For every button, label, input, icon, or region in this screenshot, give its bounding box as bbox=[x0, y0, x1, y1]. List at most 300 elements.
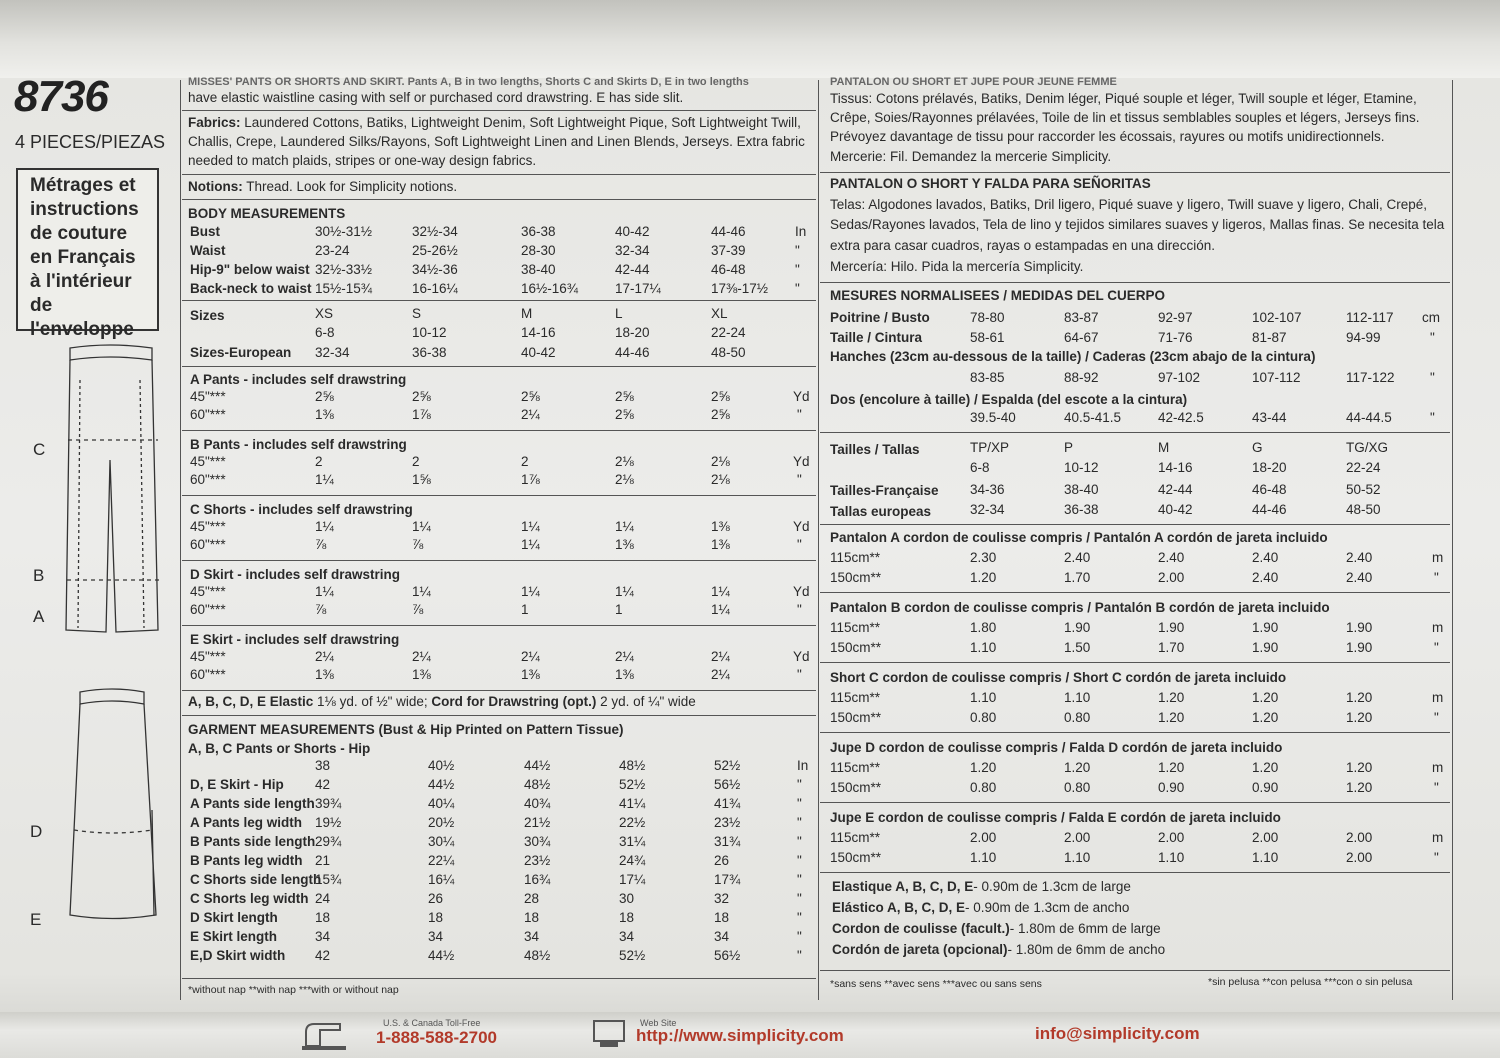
description-text: have elastic waistline casing with self or purchased cord drawstring. E has side slit. bbox=[188, 90, 684, 105]
body-row-unit: In bbox=[795, 224, 807, 239]
french-note-line: Métrages et bbox=[30, 175, 136, 196]
yardage-row-label: 45"*** bbox=[190, 584, 226, 599]
metric-yardage-row-label: 150cm** bbox=[830, 570, 882, 585]
metric-view-title: Pantalon A cordon de coulisse compris / Pantalón A cordón de jareta incluido bbox=[830, 530, 1328, 545]
metric-body-row-label: Taille / Cintura bbox=[830, 330, 923, 345]
garment-row-value: 32 bbox=[714, 891, 730, 906]
yardage-row-label: 60"*** bbox=[190, 472, 226, 487]
size-code: G bbox=[1252, 440, 1263, 455]
yardage-row-value: 2⅝ bbox=[521, 389, 540, 404]
metric-yardage-row-value: 1.90 bbox=[1252, 640, 1279, 655]
yardage-row-unit: Yd bbox=[793, 649, 810, 664]
french-instructions-box bbox=[16, 168, 159, 340]
metric-yardage-row-unit: " bbox=[1434, 570, 1439, 585]
yardage-row-value: 1¼ bbox=[412, 519, 431, 534]
body-row-value: 17⅜-17½ bbox=[711, 281, 769, 296]
yardage-row-value: 2⅛ bbox=[615, 472, 634, 487]
garment-row-value: 22½ bbox=[619, 815, 646, 830]
french-text-line: Crêpe, Soies/Rayonnes prélavées, Toile de lin et tissus semblables souples et légers, Jerseys fins. bbox=[830, 110, 1420, 125]
metric-yardage-row-value: 0.80 bbox=[1064, 780, 1091, 795]
yardage-row-value: 2⅛ bbox=[711, 472, 730, 487]
metric-yardage-row-value: 2.00 bbox=[1346, 830, 1373, 845]
yardage-row-value: 1⅜ bbox=[615, 537, 634, 552]
yardage-row-value: 2¼ bbox=[521, 407, 540, 422]
metric-yardage-row-value: 1.50 bbox=[1064, 640, 1091, 655]
metric-view-title: Jupe D cordon de coulisse compris / Falda D cordón de jareta incluido bbox=[830, 740, 1283, 755]
metric-body-row-value: 117-122 bbox=[1346, 370, 1395, 385]
metric-body-row-value: 58-61 bbox=[970, 330, 1005, 345]
elastic-text: - 1.80m de 6mm de ancho bbox=[1007, 942, 1166, 957]
yardage-row-value: 2¼ bbox=[711, 667, 730, 682]
size-code: S bbox=[412, 306, 422, 321]
metric-yardage-row-label: 115cm** bbox=[830, 620, 881, 635]
yardage-row-label: 60"*** bbox=[190, 667, 226, 682]
garment-row-unit: " bbox=[797, 948, 802, 963]
garment-row-value: 44½ bbox=[428, 777, 455, 792]
yardage-row-value: 1¼ bbox=[521, 519, 540, 534]
metric-body-row-value: 102-107 bbox=[1252, 310, 1302, 325]
elastic-text: - 0.90m de 1.3cm de large bbox=[973, 879, 1131, 894]
web-label: Web Site bbox=[640, 1018, 677, 1028]
garment-row-value: 42 bbox=[315, 948, 331, 963]
yardage-row-value: 2⅝ bbox=[711, 389, 730, 404]
garment-row-value: 34 bbox=[524, 929, 540, 944]
metric-yardage-row-label: 150cm** bbox=[830, 640, 882, 655]
metric-yardage-row-value: 2.00 bbox=[1346, 850, 1373, 865]
metric-yardage-row-value: 1.20 bbox=[1252, 760, 1279, 775]
metric-elastic-line bbox=[832, 879, 1131, 894]
yardage-row-value: 1¼ bbox=[521, 584, 540, 599]
garment-row-unit: " bbox=[797, 872, 802, 887]
french-text-line: Tissus: Cotons prélavés, Batiks, Denim léger, Piqué souple et léger, Twill souple et léger, Etamine, bbox=[830, 91, 1417, 106]
yardage-row-label: 45"*** bbox=[190, 649, 226, 664]
yardage-row-value: 1¼ bbox=[315, 472, 334, 487]
metric-yardage-row-unit: " bbox=[1434, 780, 1439, 795]
yardage-row-unit: " bbox=[797, 602, 802, 617]
section-rule bbox=[182, 690, 816, 691]
body-row-value: 38-40 bbox=[521, 262, 556, 277]
body-row-label: Bust bbox=[190, 224, 220, 239]
garment-row-value: 18 bbox=[428, 910, 444, 925]
metric-yardage-row-value: 1.10 bbox=[970, 850, 997, 865]
yardage-row-value: 1⅜ bbox=[711, 537, 730, 552]
size-number: 14-16 bbox=[521, 325, 556, 340]
garment-row-value: 16¼ bbox=[428, 872, 455, 887]
computer-icon bbox=[590, 1018, 630, 1050]
metric-yardage-row-value: 1.20 bbox=[1346, 690, 1373, 705]
garment-row-value: 48½ bbox=[619, 758, 646, 773]
garment-row-value: 28 bbox=[524, 891, 540, 906]
garment-row-value: 34 bbox=[714, 929, 730, 944]
pattern-number: 8736 bbox=[14, 72, 108, 121]
french-note-line: à l'intérieur bbox=[30, 271, 132, 292]
yardage-row-value: ⅞ bbox=[412, 537, 424, 552]
metric-yardage-row-value: 1.20 bbox=[1346, 780, 1373, 795]
view-label-b: B bbox=[33, 566, 45, 585]
garment-row-value: 56½ bbox=[714, 777, 741, 792]
metric-yardage-row-value: 2.00 bbox=[1158, 830, 1185, 845]
yardage-row-value: 1⅞ bbox=[521, 472, 540, 487]
envelope-top-flap bbox=[0, 0, 1500, 78]
body-row-label: Back-neck to waist bbox=[190, 281, 312, 296]
garment-row-value: 44½ bbox=[428, 948, 455, 963]
size-fr: 34-36 bbox=[970, 482, 1005, 497]
garment-row-value: 42 bbox=[315, 777, 331, 792]
yardage-row-value: 1⅜ bbox=[412, 667, 431, 682]
notions-line: Notions: Thread. Look for Simplicity notions. bbox=[188, 179, 458, 194]
body-row-unit: " bbox=[795, 262, 800, 277]
phone-number[interactable]: 1-888-588-2700 bbox=[376, 1028, 497, 1047]
metric-body-row-unit: cm bbox=[1422, 310, 1440, 325]
yardage-row-value: 1¼ bbox=[521, 537, 540, 552]
body-row-value: 37-39 bbox=[711, 243, 746, 258]
body-row-value: 32½-34 bbox=[412, 224, 458, 239]
garment-row-value: 39¾ bbox=[315, 796, 342, 811]
garment-row-value: 21 bbox=[315, 853, 331, 868]
size-eu: 32-34 bbox=[970, 502, 1005, 517]
garment-row-label: E,D Skirt width bbox=[190, 948, 286, 963]
section-rule bbox=[182, 560, 816, 561]
elastic-bold: Cordón de jareta (opcional) bbox=[832, 942, 1008, 957]
email-link[interactable]: info@simplicity.com bbox=[1035, 1024, 1200, 1043]
body-row-value: 16½-16¾ bbox=[521, 281, 579, 296]
metric-yardage-row-label: 115cm** bbox=[830, 690, 881, 705]
garment-row-value: 16¾ bbox=[524, 872, 551, 887]
yardage-row-label: 45"*** bbox=[190, 454, 226, 469]
spanish-footnote: *sin pelusa **con pelusa ***con o sin pelusa bbox=[1208, 976, 1413, 988]
metric-yardage-row-value: 2.00 bbox=[1252, 830, 1279, 845]
spanish-text-line: Telas: Algodones lavados, Batiks, Dril ligero, Piqué suave y ligero, Twill suave y ligero, Chali, Crepé, bbox=[830, 197, 1428, 212]
metric-body-row-value: 81-87 bbox=[1252, 330, 1287, 345]
size-code: P bbox=[1064, 440, 1074, 455]
metric-body-row-value: 64-67 bbox=[1064, 330, 1099, 345]
body-row-value: 32-34 bbox=[615, 243, 650, 258]
metric-yardage-row-value: 1.10 bbox=[1158, 850, 1185, 865]
size-number: 18-20 bbox=[1252, 460, 1287, 475]
yardage-row-value: 1 bbox=[615, 602, 623, 617]
metric-yardage-row-unit: m bbox=[1432, 620, 1444, 635]
metric-yardage-row-value: 1.10 bbox=[1252, 850, 1279, 865]
phone-label: U.S. & Canada Toll-Free bbox=[383, 1018, 481, 1028]
section-rule bbox=[820, 732, 1450, 733]
yardage-row-label: 60"*** bbox=[190, 407, 226, 422]
metric-body-row-value: 71-76 bbox=[1158, 330, 1193, 345]
metric-yardage-row-value: 1.20 bbox=[1346, 710, 1373, 725]
metric-elastic-line bbox=[832, 921, 1161, 936]
metric-yardage-row-label: 115cm** bbox=[830, 760, 881, 775]
garment-row-label: E Skirt length bbox=[190, 929, 278, 944]
metric-body-row-value: 43-44 bbox=[1252, 410, 1287, 425]
metric-yardage-row-value: 2.40 bbox=[1252, 550, 1279, 565]
yardage-row-value: 1¼ bbox=[315, 584, 334, 599]
garment-row-value: 40½ bbox=[428, 758, 455, 773]
garment-row-value: 24¾ bbox=[619, 853, 646, 868]
yardage-row-unit: " bbox=[797, 407, 802, 422]
metric-yardage-row-unit: " bbox=[1434, 640, 1439, 655]
size-number: 10-12 bbox=[412, 325, 447, 340]
yardage-row-unit: " bbox=[797, 667, 802, 682]
yardage-row-label: 45"*** bbox=[190, 389, 226, 404]
metric-yardage-row-value: 1.90 bbox=[1158, 620, 1185, 635]
yardage-row-value: 1¼ bbox=[711, 602, 730, 617]
yardage-view-title: B Pants - includes self drawstring bbox=[190, 437, 407, 452]
body-row-value: 40-42 bbox=[615, 224, 650, 239]
fabrics-line-3: needed to match plaids, stripes or one-way design fabrics. bbox=[188, 153, 537, 168]
yardage-row-value: 1¼ bbox=[412, 584, 431, 599]
yardage-row-value: 2⅝ bbox=[615, 389, 634, 404]
garment-sub-title: A, B, C Pants or Shorts - Hip bbox=[188, 741, 371, 756]
metric-body-row-unit: " bbox=[1430, 330, 1435, 345]
garment-row-value: 48½ bbox=[524, 948, 551, 963]
body-row-value: 17-17¼ bbox=[615, 281, 661, 296]
garment-row-value: 52½ bbox=[619, 777, 646, 792]
metric-yardage-row-value: 0.90 bbox=[1158, 780, 1185, 795]
section-rule bbox=[820, 872, 1450, 873]
view-label-e: E bbox=[30, 910, 42, 929]
garment-row-value: 41¼ bbox=[619, 796, 646, 811]
garment-row-value: 18 bbox=[315, 910, 331, 925]
view-label-c: C bbox=[33, 440, 46, 459]
yardage-row-value: 2¼ bbox=[711, 649, 730, 664]
garment-row-value: 48½ bbox=[524, 777, 551, 792]
size-code: TP/XP bbox=[970, 440, 1010, 455]
metric-yardage-row-value: 2.40 bbox=[1346, 570, 1373, 585]
size-eu: 44-46 bbox=[1252, 502, 1287, 517]
yardage-row-value: 1⅞ bbox=[412, 407, 431, 422]
metric-body-row-value: 92-97 bbox=[1158, 310, 1193, 325]
yardage-row-value: 2¼ bbox=[615, 649, 634, 664]
tallas-eu-label: Tallas europeas bbox=[830, 504, 932, 519]
section-rule bbox=[820, 802, 1450, 803]
body-row-value: 23-24 bbox=[315, 243, 350, 258]
section-rule bbox=[182, 495, 816, 496]
garment-row-value: 17¾ bbox=[714, 872, 741, 887]
body-measurements-title: BODY MEASUREMENTS bbox=[188, 206, 346, 221]
body-row-value: 15½-15¾ bbox=[315, 281, 373, 296]
garment-row-value: 34 bbox=[619, 929, 635, 944]
yardage-row-value: 1⅝ bbox=[412, 472, 431, 487]
body-row-value: 30½-31½ bbox=[315, 224, 373, 239]
metric-yardage-row-value: 2.40 bbox=[1346, 550, 1373, 565]
body-row-value: 34½-36 bbox=[412, 262, 458, 277]
metric-yardage-row-value: 1.90 bbox=[1252, 620, 1279, 635]
size-eu: 44-46 bbox=[615, 345, 650, 360]
yardage-row-value: 1⅜ bbox=[615, 667, 634, 682]
garment-row-unit: " bbox=[797, 910, 802, 925]
metric-view-title: Jupe E cordon de coulisse compris / Falda E cordón de jareta incluido bbox=[830, 810, 1281, 825]
body-row-unit: " bbox=[795, 243, 800, 258]
french-footnote: *sans sens **avec sens ***avec ou sans sens bbox=[830, 978, 1042, 990]
garment-row-value: 52½ bbox=[619, 948, 646, 963]
metric-body-row-unit: " bbox=[1430, 370, 1435, 385]
garment-row-label: B Pants leg width bbox=[190, 853, 303, 868]
metric-yardage-row-unit: m bbox=[1432, 830, 1444, 845]
section-rule bbox=[182, 430, 816, 431]
left-column-rule bbox=[180, 80, 181, 1000]
metric-view-title: Short C cordon de coulisse compris / Short C cordón de jareta incluido bbox=[830, 670, 1287, 685]
sizes-label: Sizes bbox=[190, 308, 225, 323]
metric-yardage-row-label: 115cm** bbox=[830, 550, 881, 565]
yardage-row-unit: Yd bbox=[793, 584, 810, 599]
metric-yardage-row-label: 115cm** bbox=[830, 830, 881, 845]
garment-row-value: 17¼ bbox=[619, 872, 646, 887]
yardage-row-label: 45"*** bbox=[190, 519, 226, 534]
garment-row-value: 38 bbox=[315, 758, 331, 773]
garment-row-value: 34 bbox=[428, 929, 444, 944]
website-link[interactable]: http://www.simplicity.com bbox=[636, 1026, 844, 1045]
garment-row-label: B Pants side length bbox=[190, 834, 316, 849]
tailles-label: Tailles / Tallas bbox=[830, 442, 920, 457]
metric-body-row-value: 78-80 bbox=[970, 310, 1005, 325]
description-title: MISSES' PANTS OR SHORTS AND SKIRT. Pants A, B in two lengths, Shorts C and Skirts D, E in two lengths bbox=[188, 76, 749, 88]
french-text-line: Prévoyez davantage de tissu pour raccorder les écossais, rayures ou motifs unidirectionnels. bbox=[830, 129, 1385, 144]
metric-elastic-line bbox=[832, 942, 1165, 957]
yardage-row-value: 2⅝ bbox=[615, 407, 634, 422]
hips-label: Hanches (23cm au-dessous de la taille) / Caderas (23cm abajo de la cintura) bbox=[830, 349, 1316, 364]
garment-row-value: 30¾ bbox=[524, 834, 551, 849]
metric-yardage-row-value: 1.90 bbox=[1346, 620, 1373, 635]
garment-row-value: 23½ bbox=[524, 853, 551, 868]
metric-yardage-row-value: 0.90 bbox=[1252, 780, 1279, 795]
center-column-rule bbox=[818, 80, 819, 1000]
garment-row-value: 40¼ bbox=[428, 796, 455, 811]
garment-row-value: 21½ bbox=[524, 815, 551, 830]
metric-yardage-row-value: 1.20 bbox=[1346, 760, 1373, 775]
garment-row-unit: " bbox=[797, 853, 802, 868]
size-number: 22-24 bbox=[711, 325, 746, 340]
size-eu: 48-50 bbox=[711, 345, 746, 360]
garment-row-value: 44½ bbox=[524, 758, 551, 773]
size-fr: 38-40 bbox=[1064, 482, 1099, 497]
back-length-label: Dos (encolure à taille) / Espalda (del escote a la cintura) bbox=[830, 392, 1188, 407]
size-fr: 46-48 bbox=[1252, 482, 1287, 497]
yardage-row-value: ⅞ bbox=[315, 537, 327, 552]
section-rule bbox=[182, 366, 816, 367]
elastic-line: A, B, C, D, E Elastic 1⅛ yd. of ½" wide; Cord for Drawstring (opt.) 2 yd. of ¼" wide bbox=[188, 694, 696, 709]
metric-measurements-title: MESURES NORMALISEES / MEDIDAS DEL CUERPO bbox=[830, 288, 1166, 303]
garment-row-label: D, E Skirt - Hip bbox=[190, 777, 284, 792]
metric-yardage-row-value: 1.70 bbox=[1158, 640, 1185, 655]
elastic-text: - 1.80m de 6mm de large bbox=[1009, 921, 1161, 936]
metric-yardage-row-value: 0.80 bbox=[970, 780, 997, 795]
section-rule bbox=[820, 432, 1450, 433]
yardage-row-value: ⅞ bbox=[412, 602, 424, 617]
yardage-row-value: 2⅛ bbox=[615, 454, 634, 469]
body-row-label: Hip-9" below waist bbox=[190, 262, 310, 277]
metric-yardage-row-unit: m bbox=[1432, 760, 1444, 775]
garment-row-value: 52½ bbox=[714, 758, 741, 773]
size-number: 22-24 bbox=[1346, 460, 1381, 475]
garment-row-label: C Shorts leg width bbox=[190, 891, 309, 906]
metric-yardage-row-value: 1.20 bbox=[1252, 710, 1279, 725]
section-rule bbox=[820, 970, 1450, 971]
size-number: 10-12 bbox=[1064, 460, 1099, 475]
yardage-row-value: 2¼ bbox=[412, 649, 431, 664]
tailles-fr-label: Tailles-Française bbox=[830, 483, 939, 498]
metric-yardage-row-value: 1.20 bbox=[970, 570, 997, 585]
metric-body-row-value: 88-92 bbox=[1064, 370, 1099, 385]
metric-yardage-row-value: 2.40 bbox=[1064, 550, 1091, 565]
metric-yardage-row-unit: m bbox=[1432, 550, 1444, 565]
french-title: PANTALON OU SHORT ET JUPE POUR JEUNE FEMME bbox=[830, 76, 1117, 88]
garment-row-unit: " bbox=[797, 891, 802, 906]
metric-yardage-row-value: 1.20 bbox=[1158, 760, 1185, 775]
size-eu: 36-38 bbox=[1064, 502, 1099, 517]
garment-row-value: 18 bbox=[619, 910, 635, 925]
metric-yardage-row-label: 150cm** bbox=[830, 850, 882, 865]
yardage-row-value: 2¼ bbox=[521, 649, 540, 664]
garment-row-value: 20½ bbox=[428, 815, 455, 830]
metric-yardage-row-value: 1.10 bbox=[970, 640, 997, 655]
garment-row-value: 26 bbox=[714, 853, 730, 868]
garment-row-unit: In bbox=[797, 758, 809, 773]
fabrics-line-2: Challis, Crepe, Laundered Silks/Rayons, Soft Lightweight Linen and Linen Blends, Jerseys. Extra fabric bbox=[188, 134, 805, 149]
garment-row-value: 26 bbox=[428, 891, 444, 906]
metric-yardage-row-value: 2.00 bbox=[1064, 830, 1091, 845]
english-footnote: *without nap **with nap ***with or without nap bbox=[188, 984, 399, 996]
body-row-value: 32½-33½ bbox=[315, 262, 373, 277]
size-eu: 32-34 bbox=[315, 345, 350, 360]
view-label-d: D bbox=[30, 822, 43, 841]
elastic-bold: Cordon de coulisse (facult.) bbox=[832, 921, 1010, 936]
size-fr: 50-52 bbox=[1346, 482, 1381, 497]
metric-body-row-label: Poitrine / Busto bbox=[830, 310, 930, 325]
size-code: XL bbox=[711, 306, 728, 321]
metric-yardage-row-value: 1.10 bbox=[970, 690, 997, 705]
size-eu: 36-38 bbox=[412, 345, 447, 360]
garment-row-value: 30 bbox=[619, 891, 635, 906]
body-row-value: 25-26½ bbox=[412, 243, 458, 258]
garment-row-label: C Shorts side length bbox=[190, 872, 322, 887]
size-code: M bbox=[521, 306, 533, 321]
spanish-text-line: Mercería: Hilo. Pida la mercería Simplicity. bbox=[830, 259, 1084, 274]
size-code: TG/XG bbox=[1346, 440, 1389, 455]
metric-body-row-value: 39.5-40 bbox=[970, 410, 1016, 425]
metric-view-title: Pantalon B cordon de coulisse compris / Pantalón B cordón de jareta incluido bbox=[830, 600, 1330, 615]
metric-yardage-row-value: 1.10 bbox=[1064, 690, 1091, 705]
french-note-line: de l'enveloppe bbox=[30, 295, 134, 340]
body-row-unit: " bbox=[795, 281, 800, 296]
garment-row-value: 30¼ bbox=[428, 834, 455, 849]
yardage-row-value: 2 bbox=[315, 454, 323, 469]
metric-yardage-row-value: 1.90 bbox=[1346, 640, 1373, 655]
yardage-row-value: 2⅝ bbox=[711, 407, 730, 422]
size-number: 14-16 bbox=[1158, 460, 1193, 475]
yardage-row-value: 1⅜ bbox=[711, 519, 730, 534]
garment-row-value: 24 bbox=[315, 891, 331, 906]
size-number: 18-20 bbox=[615, 325, 650, 340]
yardage-row-value: 1⅜ bbox=[315, 407, 334, 422]
size-eu: 40-42 bbox=[521, 345, 556, 360]
yardage-view-title: E Skirt - includes self drawstring bbox=[190, 632, 400, 647]
garment-line-drawings bbox=[40, 340, 180, 960]
yardage-row-value: 1¼ bbox=[711, 584, 730, 599]
garment-row-unit: " bbox=[797, 796, 802, 811]
metric-yardage-row-value: 1.20 bbox=[1252, 690, 1279, 705]
garment-row-label: D Skirt length bbox=[190, 910, 278, 925]
sizes-eu-label: Sizes-European bbox=[190, 345, 292, 360]
metric-yardage-row-unit: " bbox=[1434, 850, 1439, 865]
metric-body-row-value: 44-44.5 bbox=[1346, 410, 1392, 425]
body-row-value: 42-44 bbox=[615, 262, 650, 277]
yardage-row-value: 1⅜ bbox=[521, 667, 540, 682]
body-row-label: Waist bbox=[190, 243, 226, 258]
metric-body-row-value: 83-87 bbox=[1064, 310, 1099, 325]
pieces-count: 4 PIECES/PIEZAS bbox=[15, 132, 166, 152]
size-eu: 40-42 bbox=[1158, 502, 1193, 517]
yardage-row-unit: " bbox=[797, 472, 802, 487]
garment-row-value: 34 bbox=[315, 929, 331, 944]
